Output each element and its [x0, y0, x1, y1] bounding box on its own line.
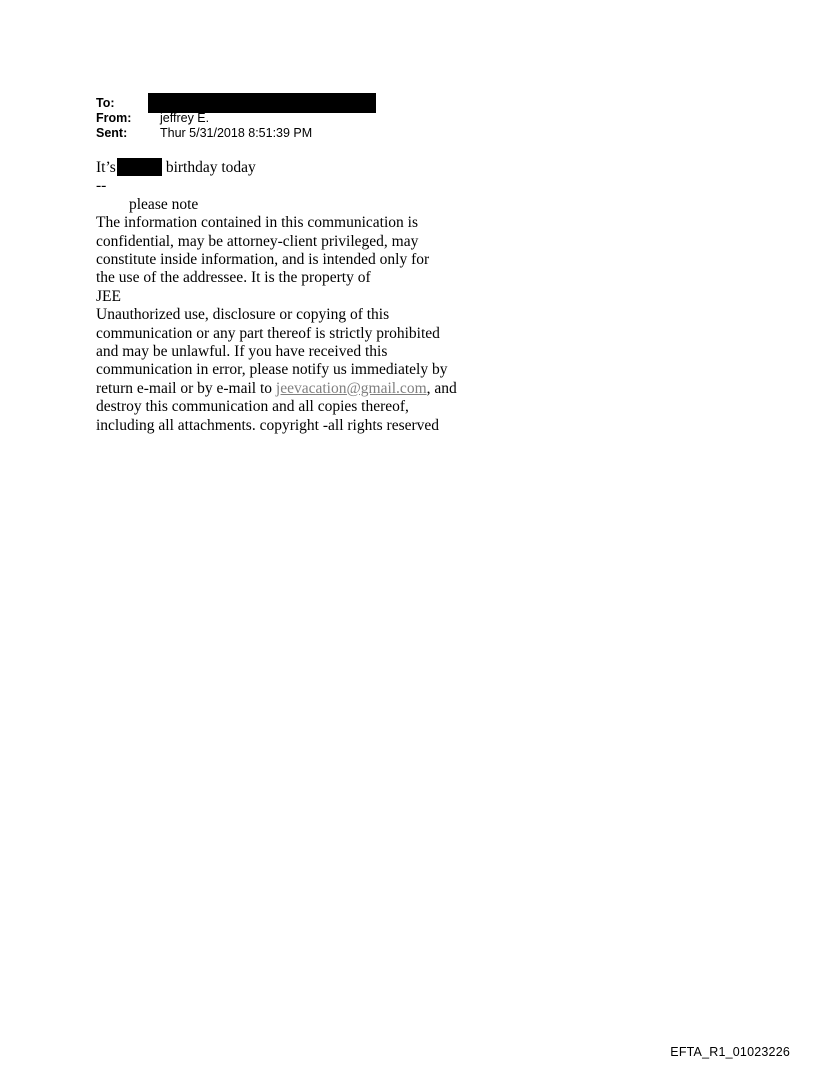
disclaimer-line: Unauthorized use, disclosure or copying of this: [96, 306, 390, 324]
sent-value: Thur 5/31/2018 8:51:39 PM: [160, 126, 313, 140]
to-label: To:: [96, 96, 115, 110]
sent-label: Sent:: [96, 126, 128, 140]
disclaimer-line: the use of the addressee. It is the property of: [96, 269, 371, 287]
disclaimer-line: communication or any part thereof is strictly prohibited: [96, 324, 440, 342]
from-label: From:: [96, 111, 132, 125]
disclaimer-line: and may be unlawful. If you have received this: [96, 343, 388, 361]
disclaimer-line: The information contained in this communication is: [96, 214, 418, 232]
closing-line: including all attachments. copyright -all rights reserved: [96, 416, 440, 434]
email-body: [96, 158, 516, 435]
from-row: [96, 111, 312, 126]
message-suffix: birthday today: [165, 159, 256, 176]
note-heading: please note: [129, 195, 199, 213]
disclaimer-line: constitute inside information, and is intended only for: [96, 251, 430, 269]
return-line-prefix: return e-mail or by e-mail to: [96, 379, 276, 397]
signature-separator: --: [96, 177, 107, 195]
disclaimer-email-line: [96, 380, 516, 398]
disclaimer-line: confidential, may be attorney-client privileged, may: [96, 232, 419, 250]
disclaimer-line: communication in error, please notify us immediately by: [96, 361, 448, 379]
document-id: EFTA_R1_01023226: [670, 1045, 790, 1059]
to-row: [96, 96, 312, 111]
email-link[interactable]: jeevacation@gmail.com: [275, 379, 427, 397]
disclaimer-line: JEE: [96, 287, 121, 305]
return-line-suffix: , and: [426, 379, 457, 397]
closing-line: destroy this communication and all copies thereof,: [96, 398, 409, 416]
from-value: jeffrey E.: [160, 111, 210, 125]
sent-row: [96, 126, 312, 141]
message-line: [96, 158, 516, 177]
redacted-name-block: [117, 158, 162, 176]
message-prefix: It’s: [96, 159, 116, 176]
email-header: [96, 96, 312, 141]
